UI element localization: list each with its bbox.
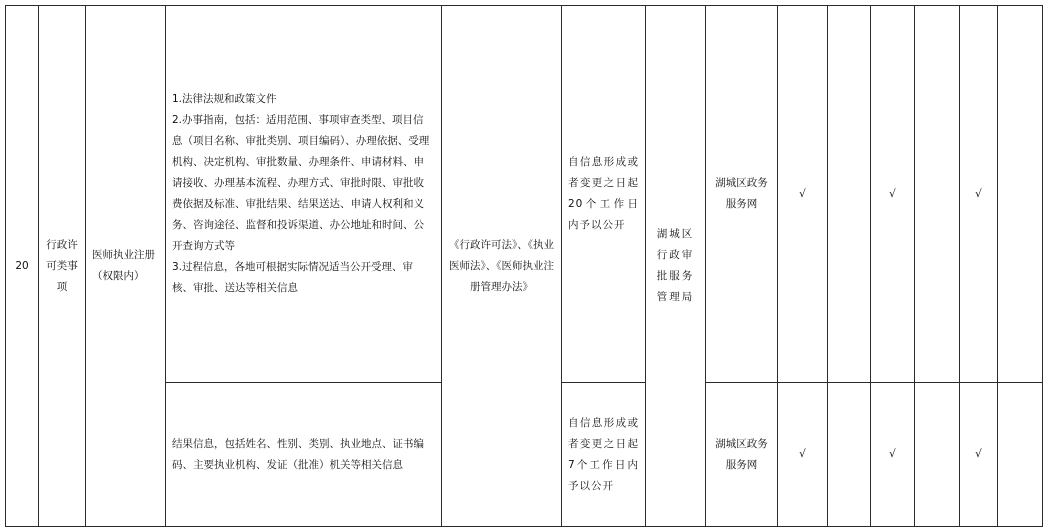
disclosure-channel-a: 湖城区政务服务网 xyxy=(706,6,778,383)
empty-cell xyxy=(998,383,1043,527)
table-row xyxy=(6,6,1043,383)
empty-cell xyxy=(915,6,960,383)
disclosure-time-limit-b: 自信息形成或者变更之日起7个工作日内予以公开 xyxy=(562,383,646,527)
check-mark: √ xyxy=(871,6,915,383)
disclosure-content-process xyxy=(166,6,442,383)
matter-name: 医师执业注册（权限内） xyxy=(86,6,166,527)
matter-category: 行政许可类事项 xyxy=(39,6,86,527)
row-number: 20 xyxy=(6,6,39,527)
check-mark: √ xyxy=(960,6,998,383)
content-line: 1.法律法规和政策文件 xyxy=(172,93,277,105)
empty-cell xyxy=(828,383,871,527)
content-line: 2.办事指南，包括：适用范围、事项审查类型、项目信息（项目名称、审批类别、项目编码）、办理依据、受理机构、决定机构、审批数量、办理条件、申请材料、申请接收、办理基本流程、办理方式、审批时限、审批收费依据及标准、审批结果、结果送达、申请人权利和义务、咨询途径、监督和投诉渠道、办公地址和时间、公开查询方式等 xyxy=(172,114,430,252)
check-mark: √ xyxy=(778,383,828,527)
legal-basis: 《行政许可法》、《执业医师法》、《医师执业注册管理办法》 xyxy=(442,6,562,527)
disclosure-channel-b: 湖城区政务服务网 xyxy=(706,383,778,527)
disclosure-agency: 湖城区行政审批服务管理局 xyxy=(646,6,706,527)
disclosure-time-limit-a: 自信息形成或者变更之日起20个工作日内予以公开 xyxy=(562,6,646,383)
check-mark: √ xyxy=(778,6,828,383)
disclosure-content-result: 结果信息，包括姓名、性别、类别、执业地点、证书编码、主要执业机构、发证（批准）机关等相关信息 xyxy=(166,383,442,527)
check-mark: √ xyxy=(960,383,998,527)
empty-cell xyxy=(828,6,871,383)
empty-cell xyxy=(915,383,960,527)
disclosure-table xyxy=(5,5,1043,527)
content-line: 3.过程信息，各地可根据实际情况适当公开受理、审核、审批、送达等相关信息 xyxy=(172,261,414,294)
empty-cell xyxy=(998,6,1043,383)
check-mark: √ xyxy=(871,383,915,527)
